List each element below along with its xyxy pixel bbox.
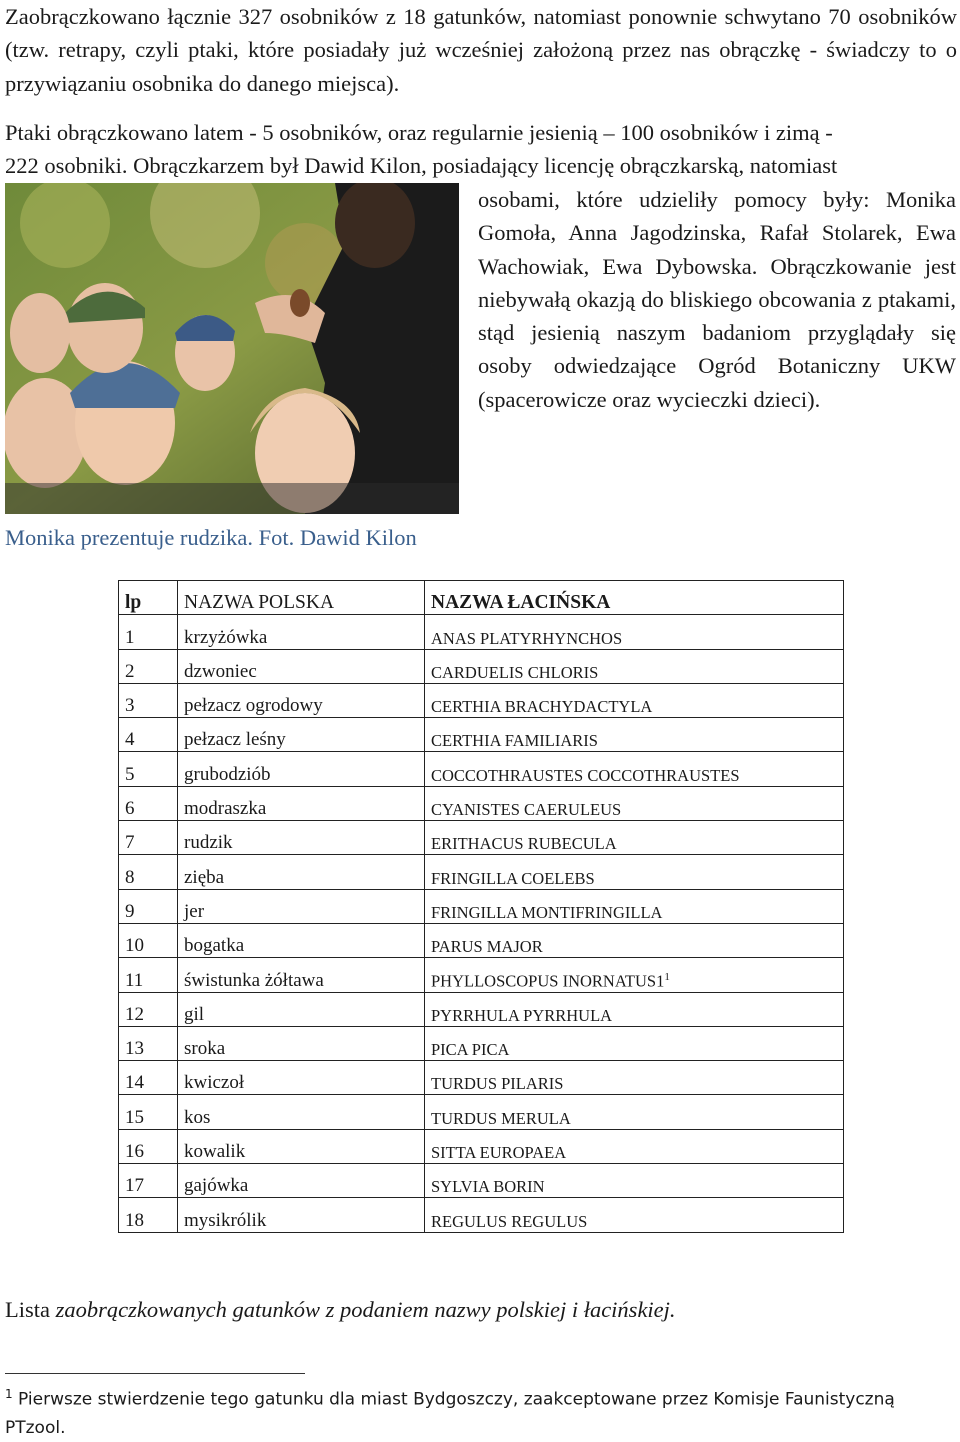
table-row bbox=[119, 718, 844, 752]
photo-caption: Monika prezentuje rudzika. Fot. Dawid Kilon bbox=[5, 525, 417, 550]
latin-name-text: TURDUS MERULA bbox=[431, 1108, 571, 1128]
cell-latin-name bbox=[425, 649, 844, 683]
header-lp: lp bbox=[119, 581, 178, 615]
cell-latin-name bbox=[425, 1198, 844, 1232]
cell-latin-name bbox=[425, 958, 844, 992]
cell-polish-name: świstunka żółtawa bbox=[178, 958, 425, 992]
photo-children-with-robin bbox=[5, 183, 459, 514]
table-row bbox=[119, 1026, 844, 1060]
latin-name-text: COCCOTHRAUSTES COCCOTHRAUSTES bbox=[431, 765, 740, 785]
latin-name-text: REGULUS REGULUS bbox=[431, 1211, 588, 1231]
latin-name-text: FRINGILLA COELEBS bbox=[431, 868, 595, 888]
table-row bbox=[119, 649, 844, 683]
cell-polish-name: grubodziób bbox=[178, 752, 425, 786]
cell-lp: 12 bbox=[119, 992, 178, 1026]
latin-name-text: FRINGILLA MONTIFRINGILLA bbox=[431, 902, 663, 922]
cell-lp: 15 bbox=[119, 1095, 178, 1129]
cell-latin-name bbox=[425, 889, 844, 923]
table-row bbox=[119, 1061, 844, 1095]
latin-name-text: ANAS PLATYRHYNCHOS bbox=[431, 628, 623, 648]
cell-lp: 7 bbox=[119, 821, 178, 855]
cell-latin-name bbox=[425, 615, 844, 649]
cell-lp: 18 bbox=[119, 1198, 178, 1232]
latin-name-text: PHYLLOSCOPUS INORNATUS1 bbox=[431, 971, 665, 991]
cell-polish-name: pełzacz leśny bbox=[178, 718, 425, 752]
cell-polish-name: gajówka bbox=[178, 1164, 425, 1198]
cell-polish-name: krzyżówka bbox=[178, 615, 425, 649]
latin-name-text: CERTHIA BRACHYDACTYLA bbox=[431, 697, 653, 717]
cell-latin-name bbox=[425, 1026, 844, 1060]
table-row bbox=[119, 683, 844, 717]
cell-polish-name: kos bbox=[178, 1095, 425, 1129]
header-latin-name: NAZWA ŁACIŃSKA bbox=[425, 581, 844, 615]
cell-polish-name: pełzacz ogrodowy bbox=[178, 683, 425, 717]
side-paragraph: osobami, które udzieliły pomocy były: Monika Gomoła, Anna Jagodzinska, Rafał Stolarek, Ewa Wachowiak, Ewa Dybowska. Obrączkowanie jest niebywałą okazją do bliskiego obcowania z ptakami, stąd jesienią naszym badaniom przyglądały się osoby odwiedzające Ogród Botaniczny UKW (spacerowicze oraz wycieczki dzieci). bbox=[478, 187, 956, 412]
cell-lp: 17 bbox=[119, 1164, 178, 1198]
footnote-text: Pierwsze stwierdzenie tego gatunku dla miast Bydgoszczy, zaakceptowane przez Komisje Faunistyczną PTzool. bbox=[5, 1389, 895, 1438]
cell-polish-name: kowalik bbox=[178, 1129, 425, 1163]
cell-lp: 4 bbox=[119, 718, 178, 752]
cell-lp: 10 bbox=[119, 923, 178, 957]
latin-name-text: PYRRHULA PYRRHULA bbox=[431, 1005, 613, 1025]
cell-lp: 5 bbox=[119, 752, 178, 786]
header-polish-name: NAZWA POLSKA bbox=[178, 581, 425, 615]
table-row bbox=[119, 752, 844, 786]
second-paragraph bbox=[5, 116, 957, 183]
cell-lp: 1 bbox=[119, 615, 178, 649]
table-header-row bbox=[119, 581, 844, 615]
cell-latin-name bbox=[425, 718, 844, 752]
latin-name-text: SITTA EUROPAEA bbox=[431, 1143, 567, 1163]
table-row bbox=[119, 889, 844, 923]
latin-name-text: PARUS MAJOR bbox=[431, 937, 543, 957]
cell-latin-name bbox=[425, 1164, 844, 1198]
footnote-marker: 1 bbox=[5, 1387, 13, 1401]
table-row bbox=[119, 923, 844, 957]
table-row bbox=[119, 1129, 844, 1163]
cell-polish-name: dzwoniec bbox=[178, 649, 425, 683]
cell-lp: 16 bbox=[119, 1129, 178, 1163]
cell-latin-name bbox=[425, 821, 844, 855]
latin-name-text: ERITHACUS RUBECULA bbox=[431, 834, 617, 854]
cell-polish-name: modraszka bbox=[178, 786, 425, 820]
cell-latin-name bbox=[425, 1061, 844, 1095]
table-row bbox=[119, 821, 844, 855]
cell-lp: 11 bbox=[119, 958, 178, 992]
cell-latin-name bbox=[425, 1095, 844, 1129]
species-table bbox=[118, 580, 844, 1233]
intro-paragraph: Zaobrączkowano łącznie 327 osobników z 18 gatunków, natomiast ponownie schwytano 70 osobników (tzw. retrapy, czyli ptaki, które posiadały już wcześniej założoną przez nas obrączkę - świadczy to o przywiązaniu osobnika do danego miejsca). bbox=[5, 4, 957, 96]
cell-polish-name: kwiczoł bbox=[178, 1061, 425, 1095]
latin-name-text: TURDUS PILARIS bbox=[431, 1074, 564, 1094]
table-row bbox=[119, 615, 844, 649]
cell-polish-name: gil bbox=[178, 992, 425, 1026]
latin-name-text: SYLVIA BORIN bbox=[431, 1177, 545, 1197]
cell-polish-name: rudzik bbox=[178, 821, 425, 855]
cell-lp: 2 bbox=[119, 649, 178, 683]
cell-latin-name bbox=[425, 923, 844, 957]
cell-lp: 9 bbox=[119, 889, 178, 923]
table-row bbox=[119, 1198, 844, 1232]
table-row bbox=[119, 1164, 844, 1198]
table-row bbox=[119, 1095, 844, 1129]
cell-lp: 3 bbox=[119, 683, 178, 717]
latin-name-text: CARDUELIS CHLORIS bbox=[431, 662, 599, 682]
table-row bbox=[119, 786, 844, 820]
footnote bbox=[5, 1380, 955, 1442]
latin-name-text: PICA PICA bbox=[431, 1040, 510, 1060]
cell-latin-name bbox=[425, 683, 844, 717]
cell-polish-name: bogatka bbox=[178, 923, 425, 957]
cell-lp: 8 bbox=[119, 855, 178, 889]
cell-latin-name bbox=[425, 752, 844, 786]
cell-lp: 6 bbox=[119, 786, 178, 820]
table-row bbox=[119, 855, 844, 889]
footnote-rule bbox=[5, 1373, 305, 1374]
cell-latin-name bbox=[425, 1129, 844, 1163]
cell-lp: 13 bbox=[119, 1026, 178, 1060]
table-caption bbox=[5, 1297, 676, 1323]
footnote-reference: 1 bbox=[664, 971, 670, 984]
species-table-body bbox=[119, 615, 844, 1232]
cell-latin-name bbox=[425, 992, 844, 1026]
table-caption-prefix: Lista bbox=[5, 1297, 50, 1322]
table-caption-italic: zaobrączkowanych gatunków z podaniem nazwy polskiej i łacińskiej. bbox=[55, 1297, 676, 1322]
table-row bbox=[119, 992, 844, 1026]
cell-latin-name bbox=[425, 786, 844, 820]
table-row bbox=[119, 958, 844, 992]
second-paragraph-line-1: Ptaki obrączkowano latem - 5 osobników, oraz regularnie jesienią – 100 osobników i zimą - bbox=[5, 120, 833, 145]
latin-name-text: CYANISTES CAERULEUS bbox=[431, 800, 622, 820]
cell-polish-name: zięba bbox=[178, 855, 425, 889]
cell-lp: 14 bbox=[119, 1061, 178, 1095]
cell-polish-name: jer bbox=[178, 889, 425, 923]
cell-polish-name: sroka bbox=[178, 1026, 425, 1060]
cell-polish-name: mysikrólik bbox=[178, 1198, 425, 1232]
cell-latin-name bbox=[425, 855, 844, 889]
second-paragraph-line-2: 222 osobniki. Obrączkarzem był Dawid Kilon, posiadający licencję obrączkarską, natomiast bbox=[5, 153, 838, 179]
latin-name-text: CERTHIA FAMILIARIS bbox=[431, 731, 598, 751]
